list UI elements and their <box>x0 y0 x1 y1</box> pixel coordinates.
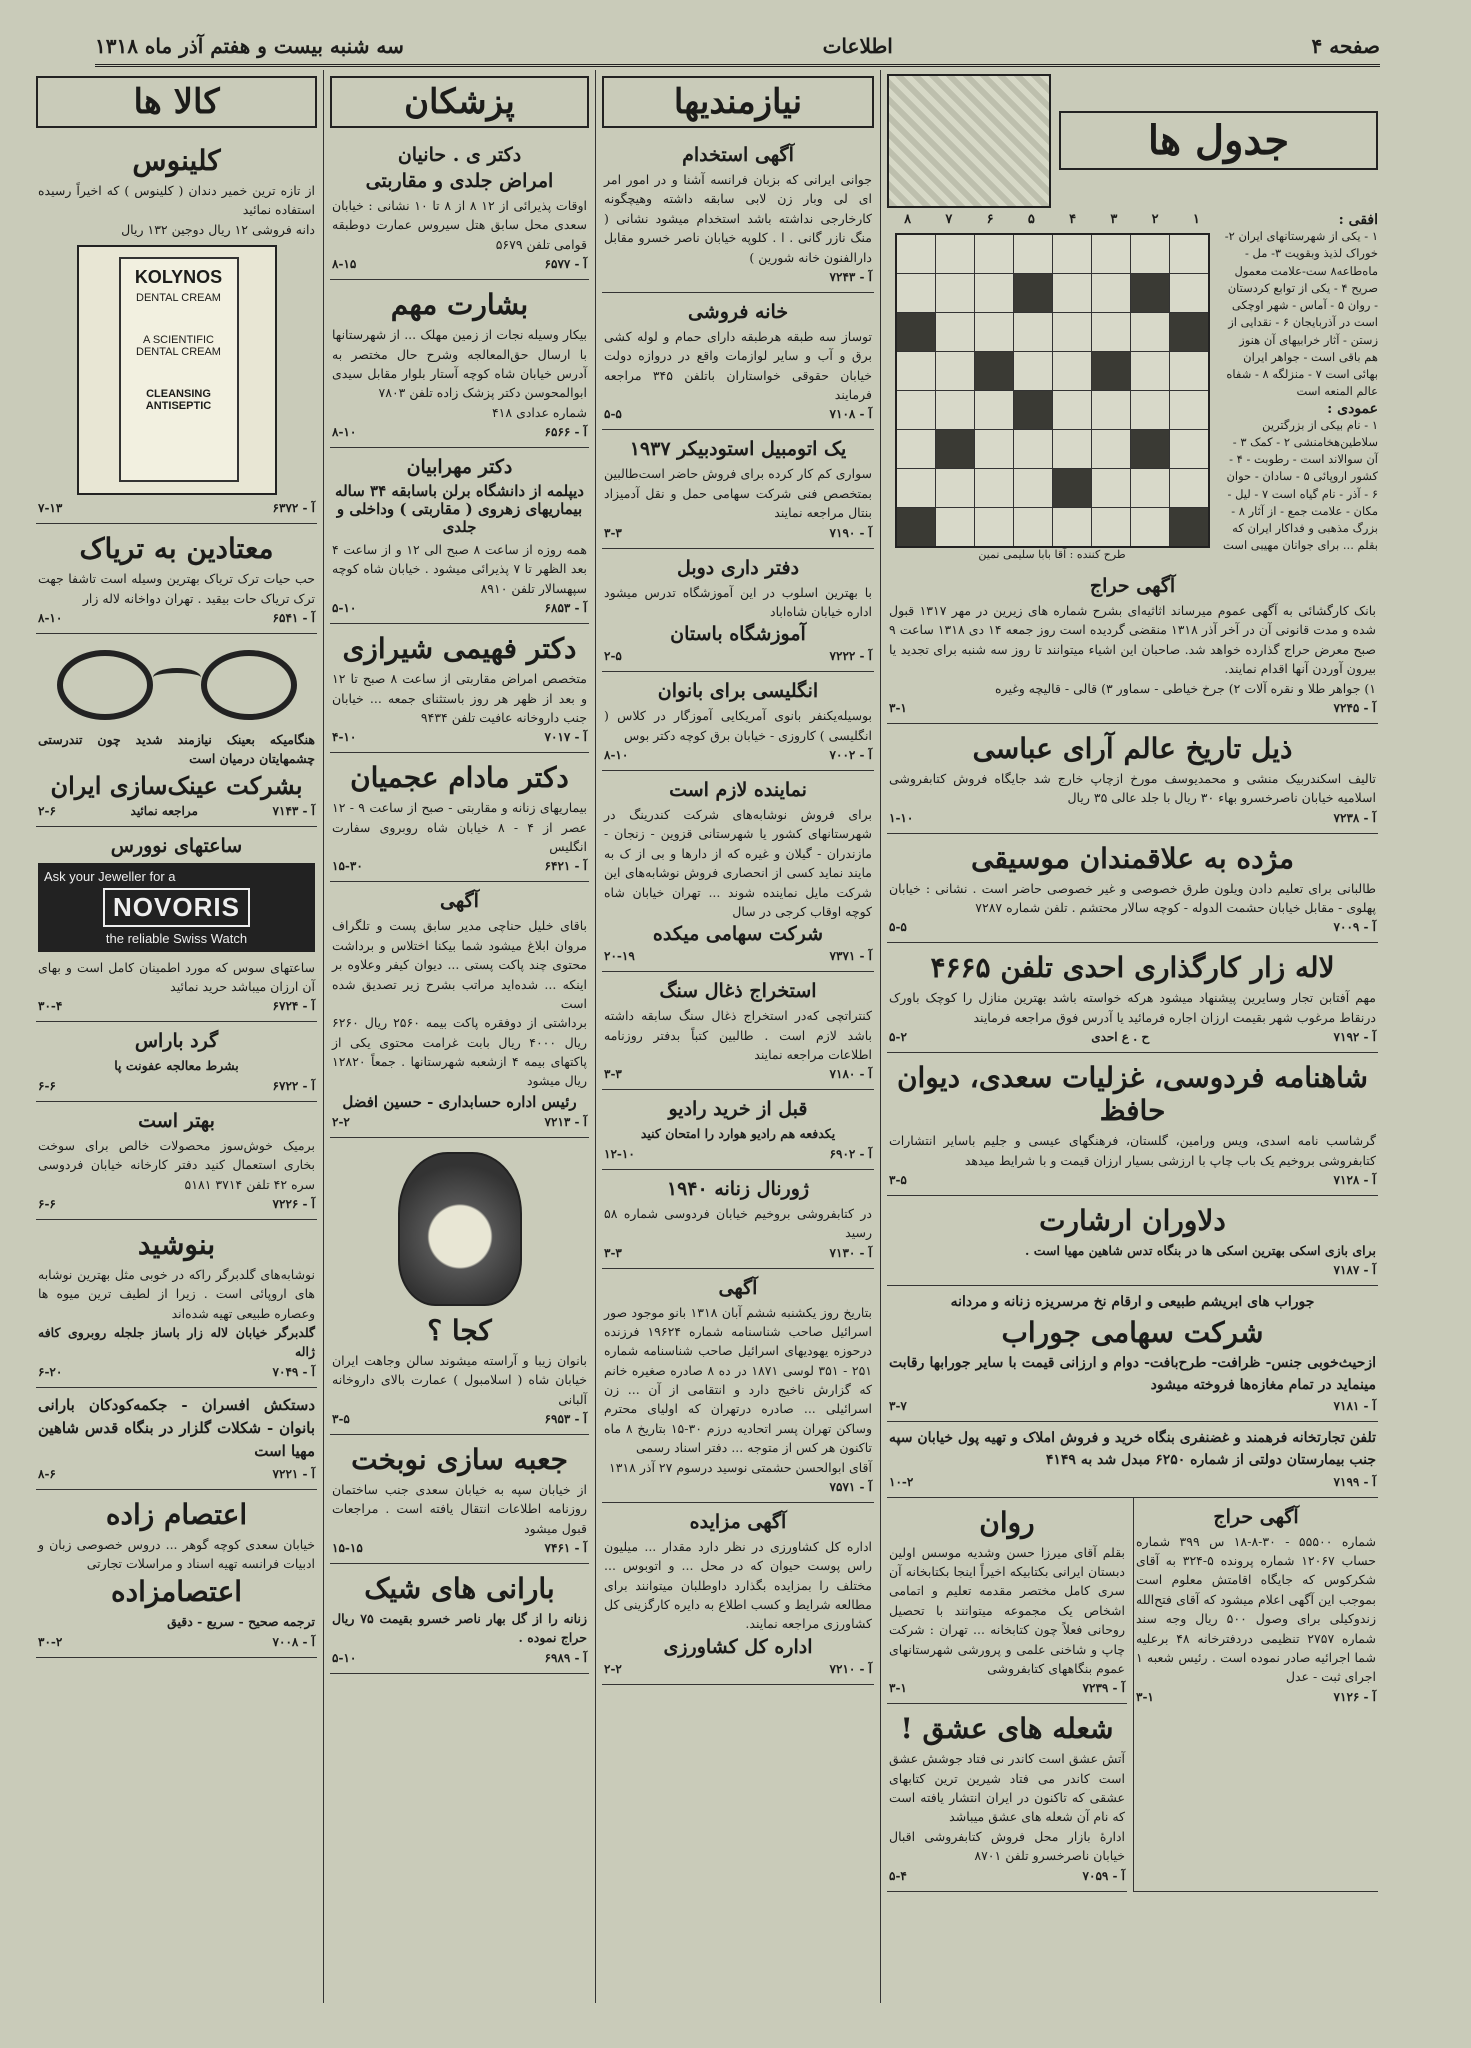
ad-sub: مراجعه نمائید <box>130 803 198 818</box>
ad-text: برای بازی اسکی بهترین اسکی ها در بنگاه تدس شاهین مهیا است . <box>1025 1242 1376 1258</box>
ad-code: آ - ۷۰۴۹ <box>272 1364 315 1379</box>
ad-box-maker <box>330 1435 589 1564</box>
toothpaste-box-illustration <box>77 245 277 495</box>
ad-sub: گلدبرگر خیابان لاله زار باساز جلجله روبروی کافه ژاله <box>38 1325 315 1360</box>
ad-goldberger-drinks <box>36 1220 317 1388</box>
ad-sign: ح . ع احدی <box>1091 1030 1150 1045</box>
ad-code: آ - ۷۱۲۶ <box>1333 1689 1376 1704</box>
ad-text: آتش عشق است کاندر نی فتاد جوشش عشق است کاندر می فتاد شیرین ترین کتابهای عشقی که تاکنون در ایران انتشار یافته است که نام آن شعله های عشق میباشد <box>889 1751 1125 1825</box>
ad-text: مهم آفتابن تجار وسایرین پیشنهاد میشود هرکه خواسته باشد بهترین منازل را کوچک باورک درنقاط مرغوب شهر بقیمت ارزان اجاره فرمائید یا آدرس فوق مراجعه فرمایند <box>889 990 1376 1025</box>
ad-title: ساعتهای نوورس <box>110 834 243 857</box>
ad-code: آ - ۷۳۷۱ <box>829 949 872 964</box>
ad-text: اوقات پذیرائی از ۱۲ ۸ از ۸ تا ۱۰ نشانی : خیابان سعدی محل سابق هتل سیروس عمارت دوطبقه قوامی تلفن ۵۶۷۹ <box>332 198 587 252</box>
ad-text: سواری کم کار کرده برای فروش حاضر است‌طالبین بمتخصص فنی شرکت سهامی حمل و نقل آدمیزاد بنتال مراجعه نمایند <box>604 466 872 521</box>
ad-title: آگهی مزایده <box>689 1510 787 1533</box>
ad-code: آ - ۶۴۲۱ <box>544 859 587 874</box>
ad-code: آ - ۷۲۳۸ <box>1333 810 1376 825</box>
ad-text: یکدفعه هم رادیو هوارد را امتحان کنید <box>640 1126 836 1142</box>
ad-code: آ - ۷۵۷۱ <box>829 1479 872 1494</box>
ad-text: بوسیله‌یکنفر بانوی آمریکایی آموزگار در کلاس ( انگلیسی ) کاروزی - خیابان برق کوچه دکتر بوس <box>604 708 872 743</box>
ad-num: ۳-۵ <box>332 1411 350 1426</box>
section-header: کالا ها <box>36 76 317 128</box>
grid-num: ۲ <box>1151 212 1159 227</box>
grid-num: ۸ <box>904 212 912 227</box>
ad-text: برای فروش نوشابه‌های شرکت کندرینگ در شهرستانهای کشور یا شهرستانی قزوین - زنجان - مازندران - گیلان و غیره که از دارها و بی از ک به مایند نماید کسی از انحصاری فروش نوشابه‌های این شرکت مایل نماینده شوند ... تهران خیابان شاه کوچه اوقاب کرجی در سال <box>604 807 872 919</box>
ad-text: زنانه را از گل بهار ناصر خسرو بقیمت ۷۵ ریال حراج نموده . <box>332 1611 587 1646</box>
ad-num: ۶-۶ <box>38 1078 56 1093</box>
ad-text: گرشاسب نامه اسدی، ویس ورامین، گلستان، فرهنگهای عیسی و جلیم باسایر انتشارات کتابفروشی بروخیم یک باب چاپ با ارزشی بسیار ارزان قیمت و با شرایط میدهد <box>889 1133 1376 1168</box>
ad-code: آ - ۷۱۹۰ <box>829 525 872 540</box>
ad-phone-change <box>887 1422 1378 1497</box>
ad-title: بشرکت عینک‌سازی ایران <box>50 770 303 800</box>
ad-title: بهتر است <box>138 1109 215 1132</box>
ad-num: ۸-۱۵ <box>332 257 357 272</box>
ad-text: هنگامیکه بعینک نیازمند شدید چون تندرستی چشمهایتان درمیان است <box>38 731 315 767</box>
ad-text: متخصص امراض مقاربتی از ساعت ۸ صبح تا ۱۲ و بعد از ظهر هر روز باستثنای جمعه ... خیابان جنب داروخانه عافیت تلفن ۹۴۳۴ <box>332 671 588 725</box>
bridge-shape <box>153 668 201 687</box>
crossword-header <box>887 70 1378 212</box>
ad-title: قبل از خرید رادیو <box>668 1098 808 1121</box>
decorative-illustration <box>887 74 1051 208</box>
ad-sign: رئیس اداره حسابداری - حسین افضل <box>342 1092 577 1111</box>
ad-code: آ - ۷۰۱۷ <box>544 730 587 745</box>
bottom-ads-stack <box>887 1498 1127 1892</box>
ad-car <box>602 430 874 548</box>
ad-code: آ - ۷۲۱۰ <box>829 1661 872 1676</box>
ad-text: بشرط معالجه عفونت پا <box>114 1058 239 1074</box>
ad-radio <box>602 1090 874 1169</box>
ad-num: ۵-۱۰ <box>332 1650 357 1665</box>
ad-code: آ - ۶۵۴۱ <box>272 610 315 625</box>
ad-english <box>602 672 874 771</box>
ad-text: ازحیث‌خوبی جنس- ظرافت- طرح‌بافت- دوام و ارزانی قیمت با سایر جورابها رقابت مینماید در تمام مغازه‌ها فروخته میشود <box>889 1354 1376 1393</box>
ad-ravan <box>887 1498 1127 1705</box>
ad-text: توساز سه طبقه هرطبقه دارای حمام و لوله کشی برق و آب و سایر لوازمات واقع در دروازه دولت خیابان حقوقی خواستاران باتلفن ۳۴۵ مراجعه فرمایند <box>604 328 872 402</box>
banner-tagline: the reliable Swiss Watch <box>105 930 248 946</box>
ad-text: شماره ۵۵۵۰۰ - ۳۰-۸-۱۸ س ۳۹۹ شماره حساب ۱۲۰۶۷ شماره پرونده ۵-۳۲۴ به آقای شکرکوس که جایگاه اقامتش معلوم است بموجب این آگهی اعلام میشود که آقای فتح‌الله زندوکیلی برای وصول ۵۰۰ ریال وجه سند شماره ۲۷۵۷ تنظیمی دردفترخانه ۴۸ برعلیه شما اجرائیه صادر نموده است . رئیس شعبه ۱ اجرای ثبت - عدل <box>1136 1533 1376 1685</box>
ad-shahname <box>887 1053 1378 1196</box>
ad-title: انگلیسی برای بانوان <box>657 680 819 703</box>
ad-title: لاله زار کارگذاری احدی تلفن ۴۶۶۵ <box>930 951 1335 985</box>
ad-sub: شماره عدادی ۴۱۸ <box>491 404 587 420</box>
toothpaste-box <box>119 257 239 482</box>
ad-code: آ - ۷۲۴۵ <box>1333 700 1376 715</box>
ad-code: آ - ۷۱۴۳ <box>272 803 315 818</box>
ad-title: ذیل تاریخ عالم آرای عباسی <box>972 731 1293 765</box>
ad-title: آگهی <box>440 890 479 913</box>
crossword-block <box>887 212 1378 567</box>
ad-code: آ - ۷۱۸۱ <box>1333 1399 1376 1414</box>
ad-text: برمیک خوش‌سوز محصولات خالص برای سوخت بخاری استعمال کنید دفتر کارخانه خیابان فردوسی سره ۴۲ تلفن ۳۷۱۴ ۵۱۸۱ <box>38 1137 315 1192</box>
ad-num: ۲-۲ <box>604 1661 622 1676</box>
ad-house-sale <box>602 293 874 431</box>
ad-sub: ترجمه صحیح - سریع - دقیق <box>167 1614 315 1630</box>
ad-title: مژده به علاقمندان موسیقی <box>971 841 1294 875</box>
crossword-grid <box>887 233 1217 561</box>
down-label: عمودی : <box>1327 400 1378 417</box>
ad-title: استخراج ذغال سنگ <box>659 980 817 1003</box>
ad-text: بانوان زیبا و آراسته میشوند سالن وجاهت ایران خیابان شاه ( اسلامبول ) عمارت بالای داروخانه آلبانی <box>332 1352 587 1407</box>
grid-num: ۷ <box>945 212 953 227</box>
ad-auction <box>887 567 1378 724</box>
ad-title: اعتصام زاده <box>105 1497 248 1531</box>
across-clues: ۱ - یکی از شهرستانهای ایران ۲- خوراک لذیذ وبقویت ۳- مل - ماه‌طاعه۸ ست-علامت معمول صریح ۴ - یکی از توابع کردستان - روان ۵ - آماس - شهر اوچکی است در آذربایجان ۶ - نقدایی از زستن - آثار خرابیهای آن هنوز هم باقی است - جواهر ایران بهائی است ۷ - منزلگه ۸ - شفاه عالم المنعه است <box>1224 229 1378 399</box>
crossword-title: جدول ها <box>1059 111 1378 170</box>
ad-price: دانه فروشی ۱۲ ریال دوجین ۱۳۲ ریال <box>121 221 315 237</box>
ad-title: بنوشید <box>137 1227 216 1261</box>
ad-num: ۲-۲ <box>332 1114 350 1129</box>
ad-text: با بهترین اسلوب در این آموزشگاه تدرس میشود اداره خیابان شاه‌اباد <box>604 584 872 619</box>
ad-briquettes <box>36 1102 317 1220</box>
ad-subtitle: آموزشگاه باستان <box>670 623 806 646</box>
ad-code: آ - ۷۱۸۷ <box>1333 1263 1376 1278</box>
ad-subtitle: امراض جلدی و مقاربتی <box>365 170 554 192</box>
ad-title: دکتر مهرابیان <box>406 456 513 478</box>
column-doctors <box>323 70 595 2003</box>
ad-subtitle: دیپلمه از دانشگاه برلن باسابقه ۳۴ ساله بیماریهای زهروی ( مقاربتی ) وداخلی و جلدی <box>335 482 584 536</box>
ad-num: ۸-۶ <box>38 1466 56 1481</box>
grid-num: ۴ <box>1069 212 1077 227</box>
ad-num: ۷-۱۳ <box>38 501 63 516</box>
ad-num: ۳-۱ <box>889 700 907 715</box>
ad-text: کنتراتچی که‌در استخراج ذغال سنگ سابقه داشته باشد لازم است . طالبین کتباً بدفتر روزنامه اطلاعات مراجعه نمایند <box>604 1008 872 1062</box>
ad-num: ۲۰-۱۹ <box>604 949 635 964</box>
ad-items: برداشتی از دوفقره پاکت بیمه ۲۵۶۰ ریال ۶۲۶۰ ریال ۴۰۰۰ ریال بابت غرامت محتوی یکی از پاکتهای بیمه ۴ ازشعبه شهرستانها . جمعاً ۱۲۸۲۰ ریال میشود <box>332 1015 588 1089</box>
box-brand: KOLYNOS <box>134 267 223 288</box>
ad-title: بشارت مهم <box>390 288 529 322</box>
ad-code: آ - ۶۹۰۲ <box>829 1146 872 1161</box>
woman-portrait-illustration <box>398 1152 522 1306</box>
ad-title: شرکت سهامی جوراب <box>1001 1315 1264 1349</box>
ad-raincoats <box>330 1564 589 1674</box>
masthead <box>95 28 1380 67</box>
ad-title: ژورنال زنانه ۱۹۴۰ <box>666 1177 810 1200</box>
ad-code: آ - ۷۱۲۸ <box>1333 1172 1376 1187</box>
ad-sign: اداره کل کشاورزی <box>663 1635 813 1658</box>
box-line: A SCIENTIFIC DENTAL CREAM <box>136 334 221 359</box>
column-goods <box>30 70 323 2003</box>
ad-title: آگهی استخدام <box>682 144 794 166</box>
ad-title: گرد باراس <box>134 1030 219 1053</box>
lens-shape <box>57 650 153 720</box>
ad-num: ۱۵-۱۵ <box>332 1541 363 1555</box>
ad-title: روان <box>979 1505 1035 1539</box>
ad-doctor-ajamian <box>330 753 589 882</box>
ad-num: ۱۰-۲ <box>889 1474 914 1489</box>
ad-code: آ - ۶۹۸۹ <box>544 1650 587 1665</box>
ad-num: ۱۵-۳۰ <box>332 859 363 874</box>
ad-text: در کتابفروشی بروخیم خیابان فردوسی شماره ۵۸ رسید <box>604 1205 872 1241</box>
ad-num: ۱-۱۰ <box>889 810 914 825</box>
ad-num: ۵-۲ <box>889 1030 907 1045</box>
ad-ski <box>887 1196 1378 1286</box>
ad-code: آ - ۶۵۷۷ <box>544 257 587 272</box>
ad-abbasi-history <box>887 724 1378 834</box>
ad-journal <box>602 1170 874 1269</box>
ad-code: آ - ۶۷۲۲ <box>272 1078 315 1093</box>
section-header: پزشکان <box>330 76 589 128</box>
box-line: DENTAL CREAM <box>136 292 221 305</box>
ad-num: ۳-۵ <box>889 1172 907 1187</box>
ad-num: ۵-۱۰ <box>332 601 357 616</box>
ad-code: آ - ۷۱۳۰ <box>829 1245 872 1260</box>
ad-text: تالیف اسکندربیک منشی و محمدیوسف مورخ ازچاپ خارج شد جایگاه فروش کتابفروشی اسلامیه خیابان ناصرخسرو بهاء ۳۰ ریال با جلد عالی ۳۵ ریال <box>889 770 1376 806</box>
lens-shape <box>201 650 297 720</box>
ad-tender <box>602 1503 874 1685</box>
ad-title: دفتر داری دوبل <box>676 556 800 579</box>
grid-num: ۶ <box>986 212 994 227</box>
ad-items: ۱) جواهر طلا و نقره آلات ۲) جرخ خیاطی - سماور ۳) قالی - قالیچه وغیره <box>995 680 1376 696</box>
ad-num: ۳-۳ <box>604 1245 622 1260</box>
ad-title: بارانی های شیک <box>364 1572 555 1605</box>
ad-title: جعبه سازی نوبخت <box>351 1442 568 1476</box>
ad-title: دکتر ی . حانیان <box>397 144 522 166</box>
ad-text: بتاریخ روز یکشنبه ششم آبان ۱۳۱۸ بانو موجود صور اسرائیل صاحب شناسنامه شماره ۱۹۶۲۴ فرزنده درحوزه یهودیهای اسرائیل صاحب شناسنامه شماره ۲۵۱ - ۳۵۱ لوسی ۱۸۷۱ در ده ۸ صادره صغیره خانم که گزارش ناخیج دارد و انتقامی از آن ... زن اسرائیلی ... صادره درتهران که اولیای محترم وساکن تهران پسر اتحادیه درزم ۳۰-۱۵ بتاریخ ۸ ماه تاکنون هر کس از متوجه ... دفتر اسناد رسمی <box>604 1304 873 1456</box>
ad-line: جوراب های ابریشم طبیعی و ارقام نخ مرسریزه زنانه و مردانه <box>950 1294 1315 1311</box>
ad-doctor-haniyan <box>330 136 589 280</box>
grid-num: ۵ <box>1027 212 1035 227</box>
down-clues: ۱ - نام بیکی از بزرگترین سلاطین‌هخامنشی ۲ - کمک ۳ - آن سوالاند است - رطوبت - ۴ - کشور اروپائی ۵ - سادان - حوان ۶ - آذر - نام گیاه است ۷ - لیل - مکان - علامت جمع - از آثار ۸ - بزرگ مذهبی و فداکار ایران که بقلم ... برای جوانان مهیبی است <box>1223 417 1378 553</box>
ad-code: آ - ۷۲۲۲ <box>829 649 872 664</box>
banner-line: Ask your Jeweller for a <box>44 868 176 884</box>
column-classifieds <box>595 70 880 2003</box>
ad-text: خیابان سعدی کوچه گوهر ... دروس خصوصی زبان و ادبیات فرانسه تهیه اسناد و مراسلات تجارتی <box>38 1536 315 1571</box>
grid-num: ۱ <box>1192 212 1200 227</box>
ad-code: آ - ۷۲۴۳ <box>829 269 872 284</box>
column-crossword-and-ads <box>880 70 1384 2003</box>
ad-title: دلاوران ارشارت <box>1039 1203 1226 1237</box>
ad-num: ۶-۲۰ <box>38 1364 63 1379</box>
eyeglasses-illustration <box>57 650 297 720</box>
ad-text: اداره کل کشاورزی در نظر دارد مقدار ... میلیون راس پوست حیوان که در محل ... و اتوبوس ... مختلف را بمزایده بگذارد داوطلبان میتوانند برای مطالعه شرایط و کسب اطلاع به دایره کارگزینی کل کشاورزی مراجعه نمایند. <box>604 1538 872 1632</box>
ad-doctor-mehrabian <box>330 448 589 624</box>
ad-code: آ - ۷۲۲۱ <box>272 1466 315 1481</box>
ad-title: نماینده لازم است <box>669 779 807 801</box>
ad-title: یک اتومبیل استودبیکر ۱۹۳۷ <box>629 438 847 461</box>
ad-num: ۸-۱۰ <box>38 610 63 625</box>
ad-notice-hanachi <box>330 882 589 1137</box>
grid-numbers <box>887 212 1217 227</box>
ad-novoris <box>36 827 317 1023</box>
ad-text: جوانی ایرانی که بزبان فرانسه آشنا و در امور امر ای لی وبار زن لابی سابقه داشته وهیچگونه کارخارجی نداشته باشد استخدام میشود نشانی ( منگ نازر گانی . ا . کلوپه خیابان ناصر خسرو مقابل دارالفنون خانه شورین ) <box>604 172 872 265</box>
ad-num: ۳-۳ <box>604 525 622 540</box>
ad-gloves-raincoats <box>36 1388 317 1490</box>
ad-num: ۳-۳ <box>604 1067 622 1082</box>
ad-notice <box>602 1269 874 1503</box>
ad-code: آ - ۷۰۰۹ <box>1333 920 1376 935</box>
ad-music <box>887 834 1378 944</box>
ad-text: از خیابان سپه به خیابان سعدی جنب ساختمان روزنامه اطلاعات انتقال یافته است . مراجعات قبول میشود <box>332 1481 587 1536</box>
ad-text: طالبانی برای تعلیم دادن ویلون طرق خصوصی و غیر خصوصی حاضر است . نشانی : خیابان پهلوی - مقابل خیابان حشمت الدوله - کوچه سالار محتشم . تلفن شماره ۷۲۸۷ <box>889 880 1376 915</box>
ad-code: آ - ۶۷۲۴ <box>272 999 315 1014</box>
issue-date: سه شنبه بیست و هفتم آذر ماه ۱۳۱۸ <box>95 34 404 58</box>
ad-title: آگهی <box>718 1276 758 1299</box>
ad-eyeglasses <box>36 634 317 827</box>
ad-accounting <box>602 549 874 673</box>
designer-credit: طرح کننده : آقا بابا سلیمی نمین <box>978 548 1126 561</box>
ad-code: آ - ۷۰۵۹ <box>1082 1868 1125 1883</box>
ad-text: بقلم آقای میرزا حسن وشدیه موسس اولین دبستان ایرانی بکتابیکه اخیراً اینجا بکتابخانه آن سری کامل مختصر مقدمه تعلیم و اتمامی اشخاص یک مجموعه میتوانند با تحصیل روحانی فعلاً چون کتابخانه ... تهران : شرکت چاپ و شاخنی علمی و پرورشی شهرستانهای عموم بنگاههای کتابفروشی <box>889 1544 1125 1676</box>
ad-title: کجا ؟ <box>427 1313 492 1347</box>
ad-code: آ - ۶۵۶۶ <box>544 425 587 439</box>
ad-etesamzadeh <box>36 1490 317 1658</box>
ad-text: ساعتهای سوس که مورد اطمینان کامل است و بهای آن ارزان میباشد حرید نمائید <box>38 959 315 994</box>
section-header: نیازمندیها <box>602 76 874 128</box>
ad-title: دکتر مادام عجمیان <box>350 761 569 795</box>
box-line: CLEANSING ANTISEPTIC <box>145 388 212 413</box>
ad-code: آ - ۷۰۰۸ <box>272 1634 315 1649</box>
ad-code: آ - ۷۱۸۰ <box>829 1067 872 1082</box>
ad-code: آ - ۷۲۱۳ <box>544 1114 587 1129</box>
ad-num: ۲-۵ <box>604 649 622 664</box>
ad-code: آ - ۷۱۰۸ <box>829 407 872 422</box>
ad-title-2: اعتصامزاده <box>110 1575 243 1609</box>
ad-num: ۳-۷ <box>889 1399 907 1414</box>
ad-beauty-salon <box>330 1138 589 1435</box>
ad-employment <box>602 136 874 293</box>
ad-agent-needed <box>602 771 874 972</box>
ad-code: آ - ۶۳۷۲ <box>272 501 315 516</box>
ad-num: ۵-۵ <box>604 407 622 422</box>
ad-num: ۵-۵ <box>889 920 907 935</box>
ad-lalezar-agency <box>887 943 1378 1053</box>
crossword-grid-wrap <box>887 212 1217 567</box>
ad-subtitle: شرکت سهامی میکده <box>652 923 824 946</box>
ad-code: آ - ۷۴۶۱ <box>544 1541 587 1555</box>
ad-sign: آقای ابوالحسن حشمتی نوسید درسوم ۲۷ آذر ۱۳۱۸ <box>609 1459 872 1475</box>
grid-num: ۳ <box>1110 212 1118 227</box>
ad-title: آگهی حراج <box>1089 575 1176 597</box>
ad-title: دکتر فهیمی شیرازی <box>342 632 577 666</box>
ad-num: ۳-۱ <box>889 1681 907 1696</box>
ad-title: شاهنامه فردوسی، غزلیات سعدی، دیوان حافظ <box>896 1061 1369 1128</box>
crossword-clues <box>1223 212 1378 567</box>
ad-code: آ - ۷۲۳۹ <box>1082 1681 1125 1696</box>
ad-text: از تازه ترین خمیر دندان ( کلینوس ) که اخیراً رسیده استفاده نمائید <box>38 183 315 218</box>
ad-socks <box>887 1286 1378 1422</box>
ad-place: ادارهٔ بازار محل فروش کتابفروشی اقبال خیابان ناصرخسرو تلفن ۸۷۰۱ <box>889 1828 1125 1864</box>
ad-opium <box>36 524 317 634</box>
ad-text: بیکار وسیله نجات از زمین مهلک ... از شهرستانها با ارسال حق‌المعالجه وشرح حال مختصر به آدرس خیابان شاه کوچه آستار بلوار مقابل سیدی ابوالمحوسن دکتر پزشک زاده تلفن ۷۸۰۳ <box>332 327 587 401</box>
ad-text: بیماریهای زنانه و مقاربتی - صبح از ساعت ۹ - ۱۲ عصر از ۴ - ۸ خیابان شاه روبروی سفارت انگلیس <box>332 800 587 854</box>
ad-code: آ - ۶۹۵۳ <box>544 1411 587 1426</box>
ad-num: ۳۰-۲ <box>38 1634 63 1649</box>
paper-name: اطلاعات <box>822 34 893 58</box>
ad-important-news <box>330 280 589 448</box>
ad-text: باقای خلیل حناچی مدیر سابق پست و تلگراف مروان ابلاغ میشود شما بیکنا اختلاس و برداشت محتوی چند پاکت پستی ... دیوان کیفر وعلاوه بر اینکه ... شده‌اید مراتب بشرح زیر تصدیق شده است <box>332 918 587 1011</box>
ad-num: ۵-۴ <box>889 1868 907 1883</box>
ad-doctor-fahimi <box>330 624 589 753</box>
ad-title: کلینوس <box>132 144 221 177</box>
ad-num: ۴-۱۰ <box>332 730 357 745</box>
page-number: صفحه ۴ <box>1311 34 1380 58</box>
ad-num: ۱۲-۱۰ <box>604 1146 635 1161</box>
ad-num: ۸-۱۰ <box>604 748 629 762</box>
across-label: افقی : <box>1338 212 1378 228</box>
ad-text: تلفن تجارتخانه فرهمند و غضنفری بنگاه خرید و فروش املاک و تهیه پول خیابان سپه جنب بیمارستان دولتی از شماره ۶۲۵۰ مبدل شد به ۴۱۴۹ <box>889 1430 1376 1468</box>
ad-title: آگهی حراج <box>1213 1505 1299 1528</box>
ad-code: آ - ۷۱۹۲ <box>1333 1030 1376 1045</box>
ad-num: ۳۰-۴ <box>38 999 63 1014</box>
ad-title: شعله های عشق ! <box>900 1712 1114 1746</box>
ad-num: ۳-۱ <box>1136 1689 1154 1704</box>
ad-num: ۲-۶ <box>38 803 56 818</box>
ad-text: حب حیات ترک تریاک بهترین وسیله است تاشفا جهت ترک تریاک حات بیقید . تهران دواخانه لاله زار <box>38 571 315 606</box>
ad-code: آ - ۷۱۹۹ <box>1333 1474 1376 1489</box>
ad-text: دستکش افسران - جکمه‌کودکان بارانی بانوان - شکلات گلزار در بنگاه قدس شاهین مهیا است <box>38 1395 315 1461</box>
ad-foot-powder <box>36 1022 317 1101</box>
ad-kolynos <box>36 136 317 524</box>
brand-logo: NOVORIS <box>103 888 250 927</box>
ad-coal <box>602 972 874 1090</box>
novoris-banner <box>38 863 315 952</box>
ad-title: معتادین به تریاک <box>79 532 274 566</box>
ad-text: نوشابه‌های گلدبرگر راکه در خوبی مثل بهترین نوشابه های اروپائی است . زیرا از لطیف ترین میوه ها وعصاره طبیعی تهیه شده‌اند <box>38 1266 315 1321</box>
bottom-ads-row <box>887 1498 1378 1892</box>
ad-text: بانک کارگشائی به آگهی عموم میرساند اثاثیه‌ای بشرح شماره های زیرین در مهر ۱۳۱۷ قبول شده و مدت قانونی آن در آخر آذر ۱۳۱۸ منقضی گردیده است روز جمعه ۱۴ دی ۱۳۱۸ ساعت ۹ صبح معرض حراج گذارده خواهد شد. صاحبان این اشیاء میتوانند تا روز سه شنبه برای تجدید یا بیرون آوردن آنها اقدام نمایند. <box>889 603 1376 677</box>
ad-num: ۸-۱۰ <box>332 425 357 439</box>
ad-auction-2 <box>1133 1498 1378 1892</box>
ad-text: همه روزه از ساعت ۸ صبح الی ۱۲ و از ساعت ۴ بعد الظهر تا ۷ پذیرائی میشود . خیابان شاه کوچه سپهسالار تلفن ۸۹۱۰ <box>332 542 587 596</box>
ad-code: آ - ۶۸۵۳ <box>544 601 587 616</box>
ad-code: آ - ۷۰۰۲ <box>829 748 872 762</box>
ad-code: آ - ۷۲۲۶ <box>272 1196 315 1211</box>
ad-flames-of-love <box>887 1704 1127 1891</box>
ad-num: ۶-۶ <box>38 1196 56 1211</box>
ad-title: خانه فروشی <box>687 300 789 323</box>
